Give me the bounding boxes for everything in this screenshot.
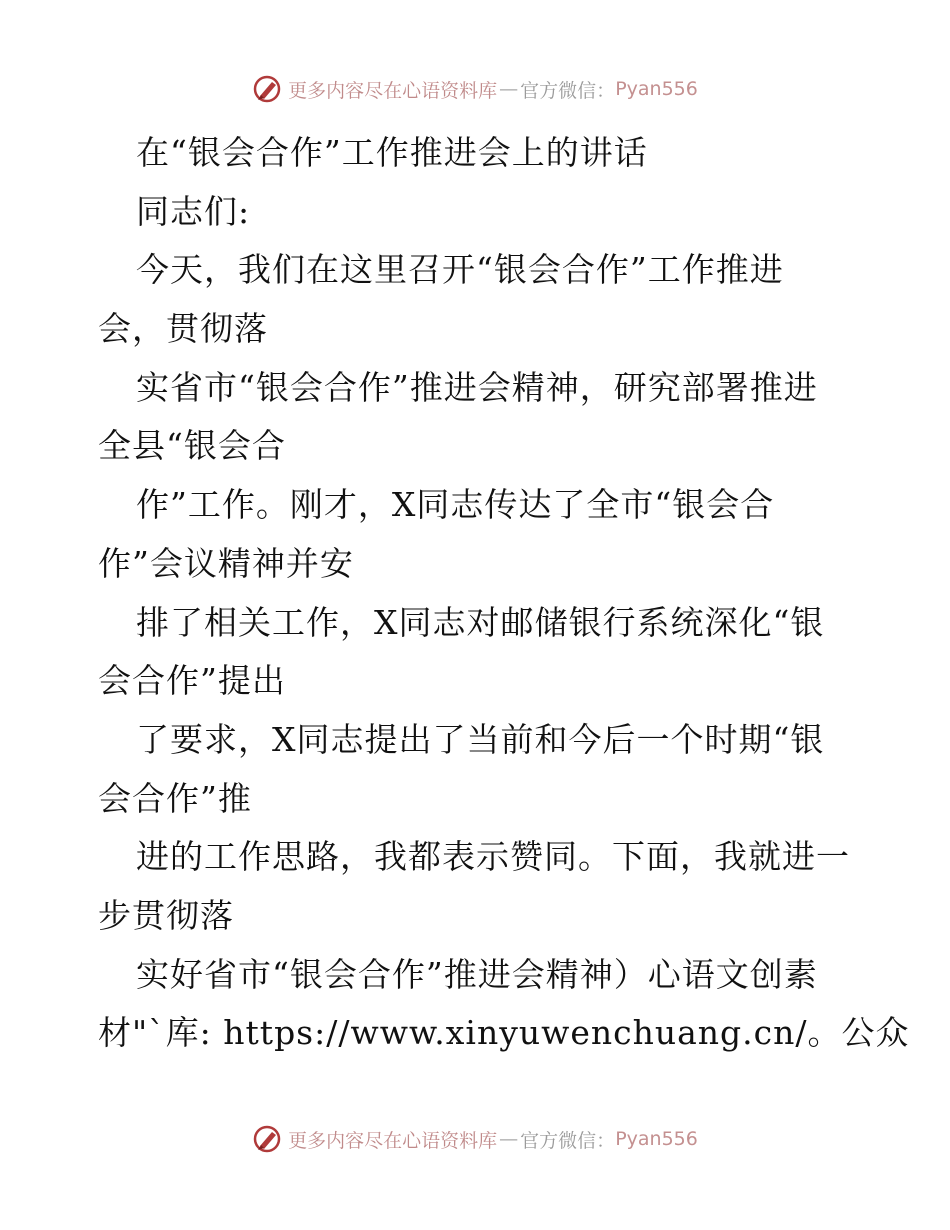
paragraph-line: 全县“银会合 <box>98 426 286 466</box>
paragraph-line: 实省市“银会合作”推进会精神，研究部署推进 <box>136 367 818 407</box>
watermark-wechat-id: Pyan556 <box>615 78 698 100</box>
watermark-brand: 更多内容尽在心语资料库 <box>288 79 498 102</box>
paragraph-line: 排了相关工作，X同志对邮储银行系统深化“银 <box>136 602 825 642</box>
pen-logo-icon <box>252 74 282 104</box>
header-watermark <box>0 74 950 104</box>
watermark-separator: — <box>499 78 519 100</box>
watermark-separator: — <box>499 1128 519 1150</box>
paragraph-line: 作”会议精神并安 <box>98 543 354 583</box>
paragraph-line: 步贯彻落 <box>98 895 234 935</box>
paragraph-line: 作”工作。刚才，X同志传达了全市“银会合 <box>136 485 775 525</box>
watermark-wechat-id: Pyan556 <box>615 1128 698 1150</box>
paragraph-line: 实好省市“银会合作”推进会精神）心语文创素 <box>136 954 818 994</box>
paragraph-line: 会合作”提出 <box>98 661 286 701</box>
watermark-label: 官方微信： <box>520 1129 616 1152</box>
paragraph-line: 会合作”推 <box>98 778 252 818</box>
paragraph-line: 了要求，X同志提出了当前和今后一个时期“银 <box>136 719 825 759</box>
watermark-label: 官方微信： <box>520 79 616 102</box>
document-title: 在“银会合作”工作推进会上的讲话 <box>136 133 648 172</box>
paragraph-line: 会，贯彻落 <box>98 309 268 349</box>
paragraph-line: 材"`库: https://www.xinyuwenchuang.cn/。公众 <box>98 1013 910 1053</box>
document-body <box>98 124 910 1063</box>
paragraph-line: 今天，我们在这里召开“银会合作”工作推进 <box>136 250 784 290</box>
pen-logo-icon <box>252 1124 282 1154</box>
paragraph-line: 进的工作思路，我都表示赞同。下面，我就进一 <box>136 837 850 877</box>
salutation: 同志们: <box>136 191 251 231</box>
watermark-brand: 更多内容尽在心语资料库 <box>288 1129 498 1152</box>
footer-watermark <box>0 1124 950 1154</box>
